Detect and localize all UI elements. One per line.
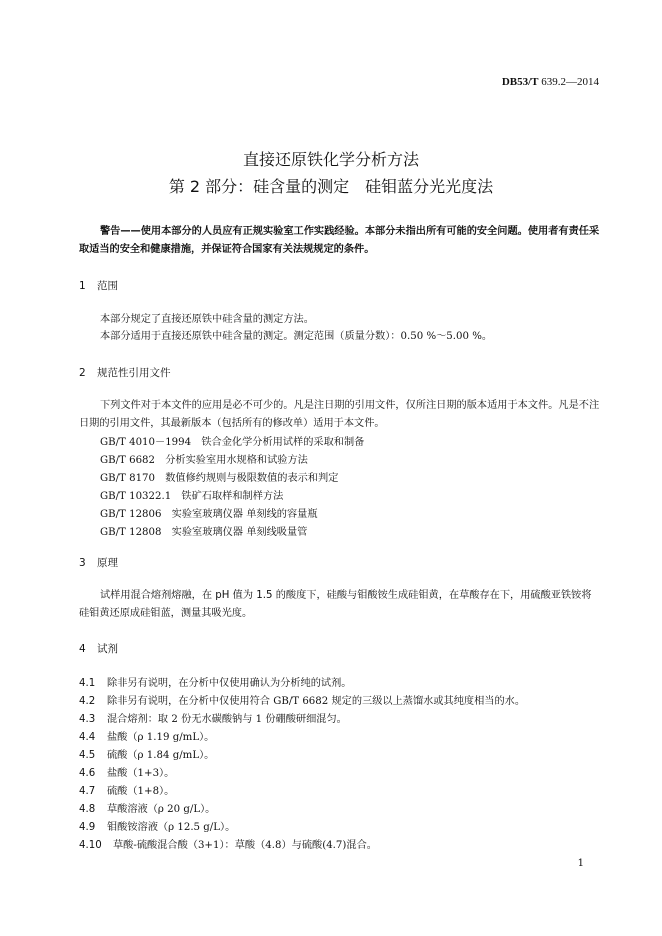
reagent-item [79,800,215,815]
section-3-title: 原理 [97,557,118,569]
section-1-number: 1 [79,280,86,292]
section-4-number: 4 [79,643,86,655]
section-2-heading [79,365,171,380]
reagent-text: 除非另有说明，在分析中仅使用符合 GB/T 6682 规定的三级以上蒸馏水或其纯度相当的水。 [107,696,526,707]
scope-paragraph-1: 本部分规定了直接还原铁中硅含量的测定方法。 [100,314,314,325]
reference-item: GB/T 8170 数值修约规则与极限数值的表示和判定 [100,473,339,484]
reagent-item [79,836,377,851]
section-2-number: 2 [79,367,86,379]
reagent-number: 4.5 [79,750,96,761]
reagent-text: 硫酸（1+8）。 [107,786,175,797]
reagent-number: 4.2 [79,696,96,707]
reagent-item [79,728,214,743]
reagent-text: 盐酸（ρ 1.19 g/mL）。 [107,732,215,743]
reference-item: GB/T 4010－1994 铁合金化学分析用试样的采取和制备 [100,437,365,448]
standard-number: 639.2—2014 [538,76,599,88]
principle-paragraph: 试样用混合熔剂熔融，在 pH 值为 1.5 的酸度下，硅酸与钼酸铵生成硅钼黄，在草酸存在下，用硫酸亚铁铵将硅钼黄还原成硅钼蓝，测量其吸光度。 [79,590,592,619]
reagent-number: 4.1 [79,678,96,689]
references-intro: 下列文件对于本文件的应用是必不可少的。凡是注日期的引用文件，仅所注日期的版本适用于本文件。凡是不注日期的引用文件，其最新版本（包括所有的修改单）适用于本文件。 [79,400,600,429]
reagent-text: 混合熔剂：取 2 份无水碳酸钠与 1 份硼酸研细混匀。 [107,714,347,725]
section-1-title: 范围 [97,280,118,292]
reagent-item [79,818,235,833]
reagent-text: 除非另有说明，在分析中仅使用确认为分析纯的试剂。 [107,678,352,689]
reagent-item [79,764,174,779]
reagent-item [79,746,214,761]
reagent-number: 4.9 [79,822,96,833]
warning-paragraph: 警告——使用本部分的人员应有正规实验室工作实践经验。本部分未指出所有可能的安全问题。使用者有责任采取适当的安全和健康措施，并保证符合国家有关法规规定的条件。 [79,226,600,255]
document-title: 直接还原铁化学分析方法 [242,150,419,169]
reference-item: GB/T 10322.1 铁矿石取样和制样方法 [100,491,284,502]
section-3-heading [79,555,118,570]
reagent-text: 草酸溶液（ρ 20 g/L）。 [107,804,216,815]
reagent-item [79,782,174,797]
section-2-title: 规范性引用文件 [97,367,171,379]
reagent-item [79,692,525,707]
document-subtitle: 第 2 部分：硅含量的测定 硅钼蓝分光光度法 [168,177,494,196]
reagent-text: 钼酸铵溶液（ρ 12.5 g/L）。 [107,822,236,833]
reagent-number: 4.7 [79,786,96,797]
reagent-item [79,710,347,725]
reference-item: GB/T 12806 实验室玻璃仪器 单刻线的容量瓶 [100,509,318,520]
section-4-heading [79,641,118,656]
reagent-text: 盐酸（1+3）。 [107,768,175,779]
scope-paragraph-2: 本部分适用于直接还原铁中硅含量的测定。测定范围（质量分数）：0.50 %～5.00 %。 [100,331,493,342]
reagent-number: 4.10 [79,840,102,851]
reagent-number: 4.3 [79,714,96,725]
reagent-text: 硫酸（ρ 1.84 g/mL）。 [107,750,215,761]
section-1-heading [79,278,118,293]
standard-header [502,76,599,88]
reagent-text: 草酸-硫酸混合酸（3+1）：草酸（4.8）与硫酸(4.7)混合。 [113,840,377,851]
page-number: 1 [577,858,584,869]
reagent-number: 4.6 [79,768,96,779]
reference-item: GB/T 6682 分析实验室用水规格和试验方法 [100,455,308,466]
standard-code: DB53/T [501,76,539,88]
reference-item: GB/T 12808 实验室玻璃仪器 单刻线吸量管 [100,527,308,538]
section-4-title: 试剂 [97,643,118,655]
reagent-number: 4.4 [79,732,96,743]
reagent-item [79,674,352,689]
section-3-number: 3 [79,557,86,569]
reagent-number: 4.8 [79,804,96,815]
